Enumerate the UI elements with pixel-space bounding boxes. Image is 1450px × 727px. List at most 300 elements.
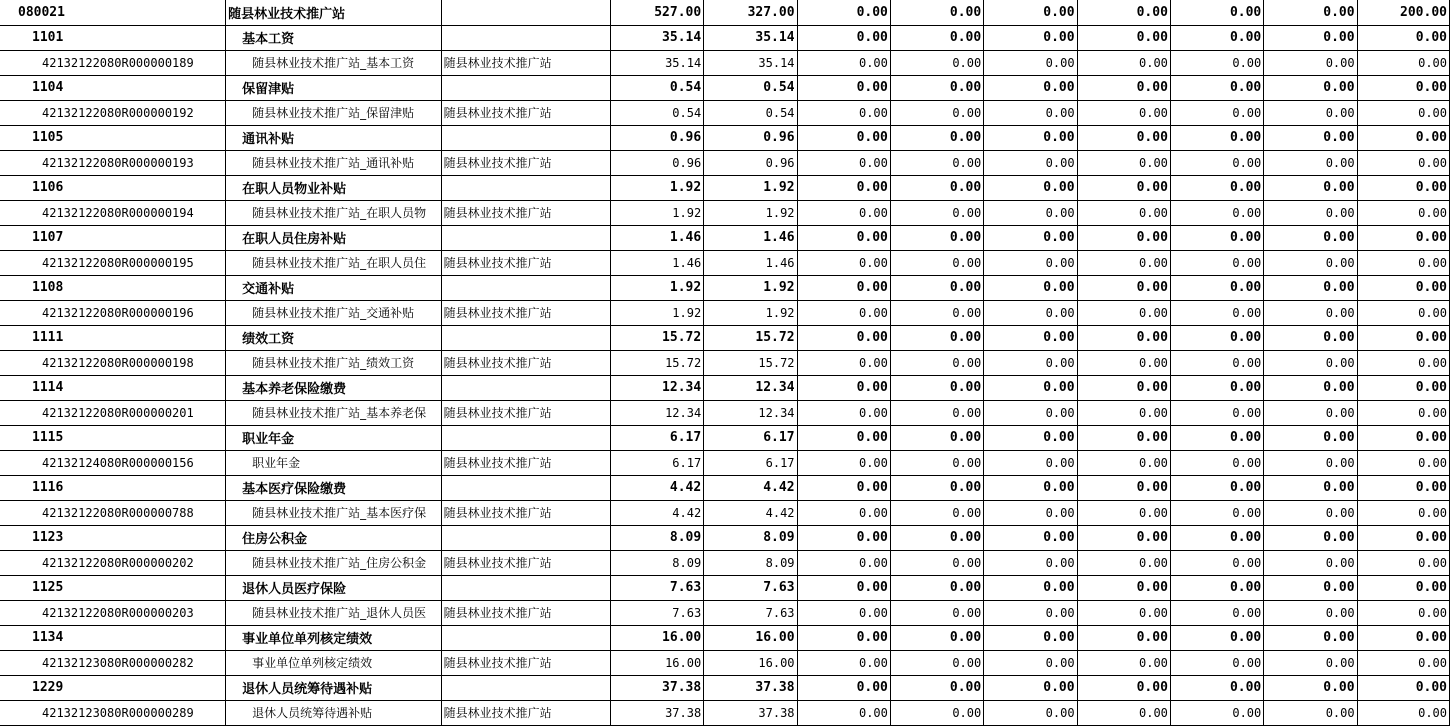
cell-amount[interactable]: 0.00 — [797, 275, 890, 300]
cell-amount[interactable]: 0.00 — [984, 350, 1077, 375]
cell-amount[interactable]: 6.17 — [610, 425, 703, 450]
cell-amount[interactable]: 0.00 — [1170, 400, 1263, 425]
cell-name[interactable]: 职业年金 — [226, 425, 441, 450]
cell-amount[interactable]: 0.00 — [797, 475, 890, 500]
cell-amount[interactable]: 0.00 — [1357, 550, 1449, 575]
cell-amount[interactable]: 16.00 — [704, 650, 797, 675]
cell-amount[interactable]: 0.00 — [797, 525, 890, 550]
cell-amount[interactable]: 7.63 — [610, 600, 703, 625]
cell-amount[interactable]: 0.00 — [890, 175, 983, 200]
cell-unit[interactable] — [441, 275, 610, 300]
cell-amount[interactable]: 0.00 — [1264, 650, 1357, 675]
cell-amount[interactable]: 0.00 — [1077, 675, 1170, 700]
cell-code[interactable]: 1134 — [0, 625, 226, 650]
cell-amount[interactable]: 0.00 — [1264, 350, 1357, 375]
cell-amount[interactable]: 0.00 — [797, 125, 890, 150]
cell-amount[interactable]: 0.00 — [890, 450, 983, 475]
cell-amount[interactable]: 0.96 — [610, 150, 703, 175]
cell-unit[interactable] — [441, 475, 610, 500]
cell-amount[interactable]: 0.00 — [797, 75, 890, 100]
cell-amount[interactable]: 0.00 — [1077, 525, 1170, 550]
cell-amount[interactable]: 0.00 — [1077, 575, 1170, 600]
cell-amount[interactable]: 0.00 — [1357, 250, 1449, 275]
cell-amount[interactable]: 0.00 — [1077, 325, 1170, 350]
cell-name[interactable]: 随县林业技术推广站_在职人员物 — [226, 200, 441, 225]
cell-amount[interactable]: 0.00 — [797, 375, 890, 400]
cell-name[interactable]: 随县林业技术推广站 — [226, 0, 441, 25]
cell-amount[interactable]: 0.00 — [1357, 625, 1449, 650]
cell-unit[interactable]: 随县林业技术推广站 — [441, 350, 610, 375]
cell-amount[interactable]: 0.00 — [1357, 325, 1449, 350]
cell-code[interactable]: 1111 — [0, 325, 226, 350]
cell-amount[interactable]: 0.00 — [890, 425, 983, 450]
cell-amount[interactable]: 0.00 — [797, 225, 890, 250]
cell-amount[interactable]: 0.00 — [1264, 525, 1357, 550]
cell-amount[interactable]: 0.00 — [1264, 175, 1357, 200]
cell-amount[interactable]: 0.00 — [984, 500, 1077, 525]
cell-amount[interactable]: 0.00 — [1357, 200, 1449, 225]
cell-amount[interactable]: 0.00 — [1357, 525, 1449, 550]
cell-amount[interactable]: 0.00 — [1077, 500, 1170, 525]
cell-amount[interactable]: 0.00 — [1077, 425, 1170, 450]
cell-amount[interactable]: 0.00 — [1357, 300, 1449, 325]
cell-unit[interactable]: 随县林业技术推广站 — [441, 550, 610, 575]
cell-amount[interactable]: 0.00 — [1264, 25, 1357, 50]
cell-unit[interactable]: 随县林业技术推广站 — [441, 200, 610, 225]
cell-amount[interactable]: 1.92 — [704, 275, 797, 300]
cell-amount[interactable]: 0.00 — [797, 175, 890, 200]
cell-amount[interactable]: 8.09 — [704, 525, 797, 550]
cell-amount[interactable]: 0.00 — [1264, 100, 1357, 125]
cell-amount[interactable]: 0.00 — [1077, 275, 1170, 300]
cell-amount[interactable]: 0.00 — [890, 550, 983, 575]
cell-amount[interactable]: 0.00 — [1264, 550, 1357, 575]
cell-code[interactable]: 1229 — [0, 675, 226, 700]
cell-amount[interactable]: 0.00 — [1357, 25, 1449, 50]
cell-amount[interactable]: 15.72 — [610, 350, 703, 375]
cell-name[interactable]: 交通补贴 — [226, 275, 441, 300]
cell-unit[interactable] — [441, 425, 610, 450]
cell-amount[interactable]: 0.00 — [1170, 700, 1263, 725]
cell-amount[interactable]: 0.00 — [890, 575, 983, 600]
cell-name[interactable]: 事业单位单列核定绩效 — [226, 625, 441, 650]
cell-code[interactable]: 1105 — [0, 125, 226, 150]
cell-amount[interactable]: 0.00 — [1357, 650, 1449, 675]
cell-code[interactable]: 1123 — [0, 525, 226, 550]
cell-amount[interactable]: 0.00 — [1264, 400, 1357, 425]
cell-amount[interactable]: 0.00 — [797, 250, 890, 275]
cell-amount[interactable]: 0.00 — [1170, 675, 1263, 700]
cell-amount[interactable]: 0.00 — [1357, 600, 1449, 625]
cell-amount[interactable]: 0.00 — [1264, 425, 1357, 450]
cell-code[interactable]: 080021 — [0, 0, 226, 25]
cell-unit[interactable] — [441, 575, 610, 600]
cell-amount[interactable]: 0.00 — [1170, 25, 1263, 50]
cell-amount[interactable]: 7.63 — [704, 600, 797, 625]
cell-name[interactable]: 随县林业技术推广站_绩效工资 — [226, 350, 441, 375]
cell-amount[interactable]: 0.00 — [984, 550, 1077, 575]
cell-amount[interactable]: 0.00 — [1264, 475, 1357, 500]
cell-code[interactable]: 42132122080R000000201 — [0, 400, 226, 425]
cell-amount[interactable]: 0.00 — [797, 200, 890, 225]
cell-amount[interactable]: 0.00 — [890, 650, 983, 675]
cell-amount[interactable]: 16.00 — [610, 650, 703, 675]
cell-amount[interactable]: 0.00 — [797, 350, 890, 375]
cell-amount[interactable]: 0.00 — [984, 575, 1077, 600]
cell-name[interactable]: 保留津贴 — [226, 75, 441, 100]
cell-amount[interactable]: 0.00 — [984, 175, 1077, 200]
cell-unit[interactable] — [441, 225, 610, 250]
cell-name[interactable]: 随县林业技术推广站_退休人员医 — [226, 600, 441, 625]
cell-amount[interactable]: 0.00 — [984, 600, 1077, 625]
cell-amount[interactable]: 0.00 — [1264, 575, 1357, 600]
cell-amount[interactable]: 8.09 — [610, 550, 703, 575]
cell-amount[interactable]: 0.00 — [1264, 450, 1357, 475]
cell-amount[interactable]: 0.00 — [797, 550, 890, 575]
cell-amount[interactable]: 0.00 — [890, 100, 983, 125]
cell-amount[interactable]: 0.00 — [1077, 400, 1170, 425]
cell-amount[interactable]: 16.00 — [610, 625, 703, 650]
cell-amount[interactable]: 4.42 — [610, 500, 703, 525]
cell-amount[interactable]: 0.00 — [890, 625, 983, 650]
cell-amount[interactable]: 0.00 — [1077, 50, 1170, 75]
cell-amount[interactable]: 0.00 — [797, 500, 890, 525]
cell-code[interactable]: 42132122080R000000788 — [0, 500, 226, 525]
cell-amount[interactable]: 0.00 — [797, 25, 890, 50]
cell-amount[interactable]: 0.00 — [1077, 600, 1170, 625]
cell-amount[interactable]: 0.00 — [984, 450, 1077, 475]
cell-name[interactable]: 住房公积金 — [226, 525, 441, 550]
cell-amount[interactable]: 0.00 — [890, 475, 983, 500]
cell-amount[interactable]: 0.00 — [797, 450, 890, 475]
cell-name[interactable]: 绩效工资 — [226, 325, 441, 350]
cell-amount[interactable]: 0.00 — [1077, 0, 1170, 25]
cell-code[interactable]: 1108 — [0, 275, 226, 300]
cell-amount[interactable]: 0.00 — [1077, 175, 1170, 200]
cell-amount[interactable]: 0.00 — [797, 0, 890, 25]
cell-code[interactable]: 1107 — [0, 225, 226, 250]
cell-amount[interactable]: 0.00 — [1357, 225, 1449, 250]
cell-code[interactable]: 42132122080R000000194 — [0, 200, 226, 225]
cell-name[interactable]: 退休人员医疗保险 — [226, 575, 441, 600]
cell-amount[interactable]: 0.00 — [1264, 75, 1357, 100]
cell-name[interactable]: 随县林业技术推广站_交通补贴 — [226, 300, 441, 325]
cell-unit[interactable]: 随县林业技术推广站 — [441, 50, 610, 75]
cell-amount[interactable]: 327.00 — [704, 0, 797, 25]
cell-amount[interactable]: 0.00 — [1357, 375, 1449, 400]
cell-code[interactable]: 42132123080R000000282 — [0, 650, 226, 675]
cell-unit[interactable]: 随县林业技术推广站 — [441, 450, 610, 475]
cell-unit[interactable]: 随县林业技术推广站 — [441, 150, 610, 175]
cell-amount[interactable]: 0.54 — [704, 100, 797, 125]
cell-code[interactable]: 42132123080R000000289 — [0, 700, 226, 725]
cell-amount[interactable]: 1.92 — [704, 200, 797, 225]
cell-amount[interactable]: 0.00 — [984, 325, 1077, 350]
cell-amount[interactable]: 1.92 — [704, 300, 797, 325]
cell-amount[interactable]: 0.96 — [704, 125, 797, 150]
cell-amount[interactable]: 0.00 — [984, 275, 1077, 300]
cell-amount[interactable]: 0.00 — [797, 700, 890, 725]
cell-amount[interactable]: 0.00 — [1170, 75, 1263, 100]
cell-amount[interactable]: 0.00 — [1357, 425, 1449, 450]
cell-amount[interactable]: 0.00 — [1170, 600, 1263, 625]
cell-amount[interactable]: 0.00 — [1170, 200, 1263, 225]
cell-amount[interactable]: 0.00 — [984, 225, 1077, 250]
cell-amount[interactable]: 0.00 — [984, 150, 1077, 175]
cell-amount[interactable]: 6.17 — [704, 450, 797, 475]
cell-amount[interactable]: 0.00 — [984, 425, 1077, 450]
cell-amount[interactable]: 0.00 — [1357, 125, 1449, 150]
cell-name[interactable]: 职业年金 — [226, 450, 441, 475]
cell-name[interactable]: 通讯补贴 — [226, 125, 441, 150]
cell-name[interactable]: 随县林业技术推广站_基本工资 — [226, 50, 441, 75]
cell-amount[interactable]: 1.92 — [610, 300, 703, 325]
cell-amount[interactable]: 0.00 — [984, 475, 1077, 500]
cell-amount[interactable]: 1.46 — [610, 250, 703, 275]
cell-amount[interactable]: 0.00 — [890, 225, 983, 250]
cell-amount[interactable]: 0.00 — [1357, 675, 1449, 700]
cell-amount[interactable]: 0.00 — [890, 700, 983, 725]
cell-amount[interactable]: 0.00 — [1264, 600, 1357, 625]
cell-amount[interactable]: 0.00 — [984, 375, 1077, 400]
cell-amount[interactable]: 35.14 — [610, 50, 703, 75]
cell-amount[interactable]: 0.00 — [1264, 500, 1357, 525]
cell-amount[interactable]: 0.00 — [1357, 175, 1449, 200]
cell-unit[interactable]: 随县林业技术推广站 — [441, 650, 610, 675]
cell-code[interactable]: 1116 — [0, 475, 226, 500]
cell-amount[interactable]: 0.00 — [984, 75, 1077, 100]
cell-amount[interactable]: 0.00 — [797, 100, 890, 125]
cell-amount[interactable]: 1.46 — [704, 250, 797, 275]
cell-unit[interactable]: 随县林业技术推广站 — [441, 250, 610, 275]
cell-amount[interactable]: 0.00 — [890, 50, 983, 75]
cell-amount[interactable]: 0.00 — [1264, 50, 1357, 75]
cell-amount[interactable]: 0.00 — [1170, 175, 1263, 200]
cell-amount[interactable]: 0.00 — [797, 600, 890, 625]
cell-amount[interactable]: 0.00 — [797, 300, 890, 325]
cell-amount[interactable]: 0.00 — [1077, 75, 1170, 100]
cell-amount[interactable]: 0.00 — [1357, 500, 1449, 525]
cell-code[interactable]: 42132122080R000000192 — [0, 100, 226, 125]
cell-amount[interactable]: 8.09 — [610, 525, 703, 550]
cell-code[interactable]: 1101 — [0, 25, 226, 50]
cell-amount[interactable]: 7.63 — [704, 575, 797, 600]
cell-amount[interactable]: 0.00 — [797, 625, 890, 650]
cell-amount[interactable]: 35.14 — [704, 25, 797, 50]
cell-amount[interactable]: 0.00 — [1170, 375, 1263, 400]
cell-amount[interactable]: 0.00 — [984, 675, 1077, 700]
cell-unit[interactable]: 随县林业技术推广站 — [441, 600, 610, 625]
cell-amount[interactable]: 0.00 — [1077, 225, 1170, 250]
cell-amount[interactable]: 0.00 — [1264, 150, 1357, 175]
cell-amount[interactable]: 0.00 — [1357, 75, 1449, 100]
cell-amount[interactable]: 0.00 — [984, 50, 1077, 75]
cell-amount[interactable]: 12.34 — [610, 400, 703, 425]
cell-unit[interactable] — [441, 175, 610, 200]
cell-amount[interactable]: 0.00 — [1357, 150, 1449, 175]
cell-code[interactable]: 1114 — [0, 375, 226, 400]
cell-amount[interactable]: 0.00 — [890, 200, 983, 225]
cell-code[interactable]: 1104 — [0, 75, 226, 100]
cell-amount[interactable]: 0.00 — [1077, 200, 1170, 225]
cell-amount[interactable]: 0.00 — [1357, 100, 1449, 125]
cell-amount[interactable]: 0.00 — [890, 250, 983, 275]
cell-amount[interactable]: 0.00 — [1077, 350, 1170, 375]
cell-amount[interactable]: 0.00 — [984, 700, 1077, 725]
cell-amount[interactable]: 0.00 — [797, 425, 890, 450]
cell-amount[interactable]: 37.38 — [704, 700, 797, 725]
cell-amount[interactable]: 0.00 — [1170, 50, 1263, 75]
cell-amount[interactable]: 0.00 — [890, 500, 983, 525]
cell-amount[interactable]: 0.00 — [1170, 575, 1263, 600]
cell-amount[interactable]: 0.00 — [1264, 675, 1357, 700]
cell-amount[interactable]: 0.00 — [1077, 300, 1170, 325]
cell-amount[interactable]: 0.00 — [1077, 450, 1170, 475]
cell-name[interactable]: 基本工资 — [226, 25, 441, 50]
cell-name[interactable]: 在职人员物业补贴 — [226, 175, 441, 200]
cell-amount[interactable]: 0.00 — [1357, 350, 1449, 375]
cell-amount[interactable]: 0.00 — [1264, 325, 1357, 350]
cell-amount[interactable]: 0.00 — [1170, 100, 1263, 125]
cell-amount[interactable]: 0.00 — [890, 75, 983, 100]
cell-amount[interactable]: 0.00 — [890, 325, 983, 350]
cell-unit[interactable] — [441, 325, 610, 350]
cell-amount[interactable]: 200.00 — [1357, 0, 1449, 25]
cell-amount[interactable]: 0.00 — [1357, 475, 1449, 500]
cell-amount[interactable]: 1.46 — [610, 225, 703, 250]
cell-code[interactable]: 1106 — [0, 175, 226, 200]
cell-amount[interactable]: 0.00 — [1357, 575, 1449, 600]
cell-amount[interactable]: 0.00 — [1264, 225, 1357, 250]
cell-amount[interactable]: 0.00 — [890, 25, 983, 50]
cell-amount[interactable]: 0.00 — [1170, 275, 1263, 300]
cell-code[interactable]: 42132124080R000000156 — [0, 450, 226, 475]
cell-amount[interactable]: 0.00 — [890, 600, 983, 625]
cell-amount[interactable]: 0.54 — [610, 75, 703, 100]
cell-amount[interactable]: 0.00 — [1264, 200, 1357, 225]
cell-amount[interactable]: 1.92 — [610, 175, 703, 200]
cell-amount[interactable]: 0.00 — [1264, 125, 1357, 150]
cell-amount[interactable]: 0.00 — [1170, 625, 1263, 650]
cell-amount[interactable]: 0.00 — [797, 675, 890, 700]
cell-amount[interactable]: 8.09 — [704, 550, 797, 575]
cell-amount[interactable]: 0.96 — [704, 150, 797, 175]
cell-code[interactable]: 42132122080R000000189 — [0, 50, 226, 75]
cell-amount[interactable]: 1.92 — [610, 275, 703, 300]
cell-amount[interactable]: 0.00 — [797, 50, 890, 75]
cell-amount[interactable]: 0.00 — [1170, 250, 1263, 275]
cell-code[interactable]: 42132122080R000000203 — [0, 600, 226, 625]
cell-unit[interactable] — [441, 25, 610, 50]
cell-amount[interactable]: 0.00 — [797, 150, 890, 175]
cell-amount[interactable]: 0.00 — [1357, 275, 1449, 300]
cell-amount[interactable]: 0.00 — [984, 0, 1077, 25]
cell-amount[interactable]: 12.34 — [704, 400, 797, 425]
cell-amount[interactable]: 4.42 — [704, 475, 797, 500]
cell-name[interactable]: 基本医疗保险缴费 — [226, 475, 441, 500]
cell-name[interactable]: 在职人员住房补贴 — [226, 225, 441, 250]
cell-amount[interactable]: 0.00 — [1170, 525, 1263, 550]
cell-amount[interactable]: 0.00 — [1077, 100, 1170, 125]
cell-amount[interactable]: 6.17 — [704, 425, 797, 450]
cell-amount[interactable]: 0.00 — [984, 625, 1077, 650]
cell-code[interactable]: 42132122080R000000193 — [0, 150, 226, 175]
cell-amount[interactable]: 0.00 — [1264, 700, 1357, 725]
cell-amount[interactable]: 0.00 — [1170, 150, 1263, 175]
cell-amount[interactable]: 0.00 — [890, 300, 983, 325]
cell-amount[interactable]: 0.00 — [1264, 0, 1357, 25]
cell-amount[interactable]: 0.00 — [984, 25, 1077, 50]
cell-amount[interactable]: 0.00 — [1170, 475, 1263, 500]
cell-amount[interactable]: 0.00 — [1264, 625, 1357, 650]
cell-amount[interactable]: 0.00 — [797, 400, 890, 425]
cell-amount[interactable]: 35.14 — [704, 50, 797, 75]
cell-amount[interactable]: 0.00 — [1170, 225, 1263, 250]
cell-amount[interactable]: 0.00 — [984, 125, 1077, 150]
cell-amount[interactable]: 0.00 — [1077, 375, 1170, 400]
cell-amount[interactable]: 0.00 — [1264, 375, 1357, 400]
cell-amount[interactable]: 16.00 — [704, 625, 797, 650]
cell-code[interactable]: 1115 — [0, 425, 226, 450]
cell-amount[interactable]: 0.00 — [1077, 650, 1170, 675]
cell-amount[interactable]: 0.54 — [610, 100, 703, 125]
cell-amount[interactable]: 0.96 — [610, 125, 703, 150]
cell-amount[interactable]: 1.46 — [704, 225, 797, 250]
cell-amount[interactable]: 37.38 — [610, 700, 703, 725]
cell-amount[interactable]: 15.72 — [610, 325, 703, 350]
cell-amount[interactable]: 0.00 — [1264, 275, 1357, 300]
cell-name[interactable]: 随县林业技术推广站_基本养老保 — [226, 400, 441, 425]
cell-amount[interactable]: 0.00 — [1264, 300, 1357, 325]
cell-amount[interactable]: 0.00 — [984, 300, 1077, 325]
cell-amount[interactable]: 0.00 — [890, 400, 983, 425]
cell-amount[interactable]: 0.00 — [1264, 250, 1357, 275]
cell-amount[interactable]: 0.00 — [1170, 325, 1263, 350]
cell-name[interactable]: 事业单位单列核定绩效 — [226, 650, 441, 675]
cell-name[interactable]: 退休人员统筹待遇补贴 — [226, 700, 441, 725]
cell-amount[interactable]: 0.00 — [1170, 550, 1263, 575]
cell-amount[interactable]: 0.00 — [1170, 350, 1263, 375]
cell-amount[interactable]: 0.00 — [1357, 400, 1449, 425]
cell-name[interactable]: 随县林业技术推广站_在职人员住 — [226, 250, 441, 275]
cell-amount[interactable]: 0.00 — [1077, 25, 1170, 50]
cell-amount[interactable]: 0.00 — [1077, 475, 1170, 500]
cell-amount[interactable]: 4.42 — [610, 475, 703, 500]
cell-amount[interactable]: 37.38 — [704, 675, 797, 700]
cell-name[interactable]: 基本养老保险缴费 — [226, 375, 441, 400]
cell-name[interactable]: 退休人员统筹待遇补贴 — [226, 675, 441, 700]
cell-amount[interactable]: 0.00 — [890, 350, 983, 375]
cell-unit[interactable]: 随县林业技术推广站 — [441, 100, 610, 125]
cell-amount[interactable]: 0.00 — [1170, 650, 1263, 675]
cell-amount[interactable]: 0.00 — [1170, 300, 1263, 325]
cell-code[interactable]: 42132122080R000000196 — [0, 300, 226, 325]
cell-amount[interactable]: 0.00 — [1170, 425, 1263, 450]
cell-name[interactable]: 随县林业技术推广站_住房公积金 — [226, 550, 441, 575]
cell-amount[interactable]: 0.00 — [1077, 625, 1170, 650]
cell-name[interactable]: 随县林业技术推广站_通讯补贴 — [226, 150, 441, 175]
cell-amount[interactable]: 0.00 — [890, 675, 983, 700]
cell-amount[interactable]: 0.00 — [890, 275, 983, 300]
cell-amount[interactable]: 1.92 — [610, 200, 703, 225]
cell-amount[interactable]: 0.00 — [984, 400, 1077, 425]
cell-amount[interactable]: 0.00 — [1170, 125, 1263, 150]
cell-amount[interactable]: 0.00 — [1077, 550, 1170, 575]
cell-amount[interactable]: 12.34 — [704, 375, 797, 400]
cell-amount[interactable]: 0.00 — [890, 525, 983, 550]
cell-amount[interactable]: 0.00 — [797, 575, 890, 600]
cell-amount[interactable]: 4.42 — [704, 500, 797, 525]
